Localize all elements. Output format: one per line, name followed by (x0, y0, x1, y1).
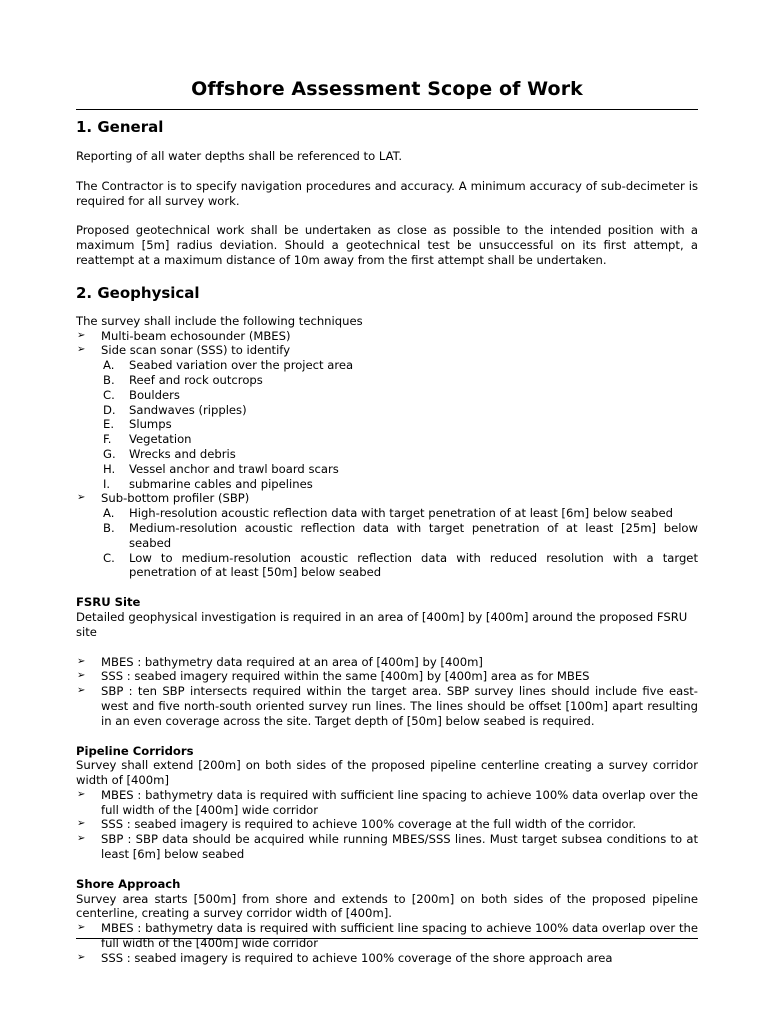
arrowhead-icon: ➢ (77, 655, 86, 667)
arrowhead-icon: ➢ (77, 818, 86, 830)
list-item (76, 343, 698, 491)
sss-feature-list (76, 358, 698, 491)
title-rule (76, 109, 698, 110)
list-item: ➢ SSS : seabed imagery is required to achieve 100% coverage at the full width of the corridor. (77, 817, 637, 832)
subsection-heading-fsru: FSRU Site (76, 595, 141, 610)
list-item: ➢ SBP : ten SBP intersects required within the target area. SBP survey lines should include five east-west and five north-south oriented survey run lines. The lines should be offset [100m] apart resulting in an even coverage across the site. Target depth of [50m] below seabed is required. (77, 684, 698, 728)
arrowhead-icon: ➢ (77, 344, 86, 356)
list-item: E. Slumps (103, 417, 172, 432)
arrowhead-icon: ➢ (77, 685, 86, 697)
document-title: Offshore Assessment Scope of Work (191, 78, 583, 100)
list-item (76, 329, 698, 344)
list-item: G. Wrecks and debris (103, 446, 236, 461)
fsru-intro: Detailed geophysical investigation is required in an area of [400m] by [400m] around the proposed FSRU site (76, 609, 688, 639)
shore-intro: Survey area starts [500m] from shore and extends to [200m] on both sides of the proposed pipeline centerline, creating a survey corridor width of [400m]. (76, 891, 698, 921)
list-item: B. Medium-resolution acoustic reflection data with target penetration of at least [25m] below seabed (103, 520, 698, 550)
list-item: H. Vessel anchor and trawl board scars (103, 461, 339, 476)
footer-rule (76, 938, 698, 939)
pipeline-intro: Survey shall extend [200m] on both sides of the proposed pipeline centerline creating a survey corridor width of [400m] (76, 758, 698, 788)
arrowhead-icon: ➢ (77, 833, 86, 845)
list-item: ➢ MBES : bathymetry data required at an area of [400m] by [400m] (77, 654, 483, 669)
fsru-list (76, 655, 698, 729)
section-heading-geophysical: 2. Geophysical (76, 283, 200, 302)
geophysical-intro: The survey shall include the following techniques (76, 313, 363, 328)
paragraph: Proposed geotechnical work shall be undertaken as close as possible to the intended position with a maximum [5m] radius deviation. Should a geotechnical test be unsuccessful on its first attempt, a reattempt at a maximum distance of 10m away from the first attempt shall be undertaken. (76, 223, 698, 267)
paragraph: The Contractor is to specify navigation procedures and accuracy. A minimum accuracy of sub-decimeter is required for all survey work. (76, 178, 698, 208)
shore-list (76, 921, 698, 965)
paragraph: Reporting of all water depths shall be referenced to LAT. (76, 149, 402, 163)
list-item: ➢ MBES : bathymetry data is required with sufficient line spacing to achieve 100% data overlap over the full width of the [400m] wide corridor (77, 787, 698, 817)
arrowhead-icon: ➢ (77, 951, 86, 963)
list-item: A. Seabed variation over the project area (103, 358, 354, 373)
arrowhead-icon: ➢ (77, 788, 86, 800)
list-item: C. Low to medium-resolution acoustic reflection data with reduced resolution with a target penetration of at least [50m] below seabed (103, 550, 698, 580)
list-item: ➢ MBES : bathymetry data is required with sufficient line spacing to achieve 100% data overlap over the full width of the [400m] wide corridor (77, 921, 698, 951)
list-item-text: Side scan sonar (SSS) to identify (101, 343, 291, 358)
list-item: D. Sandwaves (ripples) (103, 402, 247, 417)
arrowhead-icon: ➢ (77, 922, 86, 934)
list-item: ➢ SSS : seabed imagery required within the same [400m] by [400m] area as for MBES (77, 669, 590, 684)
subsection-heading-shore: Shore Approach (76, 876, 181, 891)
list-item-text: Sub-bottom profiler (SBP) (101, 491, 250, 506)
list-item: I. submarine cables and pipelines (103, 476, 313, 491)
document-body (76, 117, 698, 966)
section-heading-general: 1. General (76, 118, 164, 136)
list-item: ➢ SBP : SBP data should be acquired while running MBES/SSS lines. Must target subsea conditions to at least [6m] below seabed (77, 832, 698, 862)
subsection-heading-pipeline: Pipeline Corridors (76, 743, 194, 758)
list-item: A. High-resolution acoustic reflection data with target penetration of at least [6m] below seabed (103, 506, 673, 521)
sbp-data-list (76, 506, 698, 580)
arrowhead-icon: ➢ (77, 492, 86, 504)
list-item: C. Boulders (103, 387, 180, 402)
list-item-text: Multi-beam echosounder (MBES) (101, 328, 291, 343)
list-item (76, 491, 698, 580)
arrowhead-icon: ➢ (77, 329, 86, 341)
arrowhead-icon: ➢ (77, 670, 86, 682)
pipeline-list (76, 788, 698, 862)
list-item: B. Reef and rock outcrops (103, 372, 263, 387)
technique-list (76, 329, 698, 581)
list-item: ➢ SSS : seabed imagery is required to achieve 100% coverage of the shore approach area (77, 950, 613, 965)
list-item: F. Vegetation (103, 432, 192, 447)
